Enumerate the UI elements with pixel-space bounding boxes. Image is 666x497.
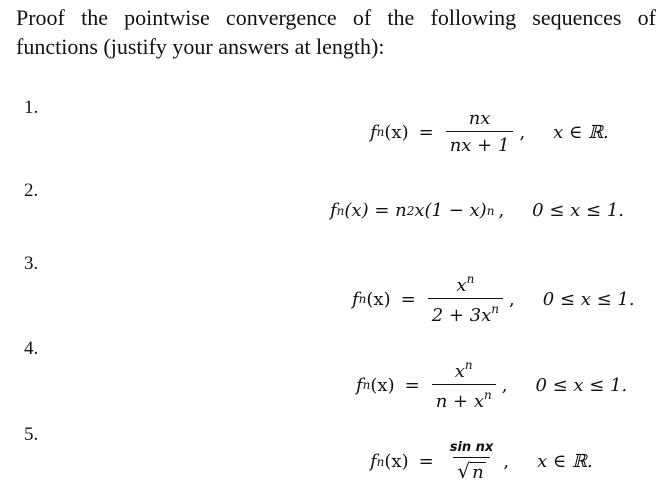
- problem-statement: Proof the pointwise convergence of the following sequences of functions (justify your answers at length):: [16, 5, 656, 59]
- formula-5: f n (x) = sin nx √ n , x ∈ ℝ.: [370, 440, 593, 483]
- formula-4: f n (x) = $\frac{x^n}{n + x^n}$ , 0 ≤ x ≤ 1.: [356, 358, 628, 412]
- fraction-4: $\frac{x^n}{n + x^n}$: [432, 358, 496, 412]
- formula-2: f n (x) = n 2 x(1 − x) n , 0 ≤ x ≤ 1.: [330, 200, 624, 221]
- formula-1: f n (x) = $\frac{nx}{nx + 1}$ , x ∈ ℝ.: [370, 108, 609, 156]
- fraction-3: $\frac{x^n}{2 + 3x^n}$: [428, 272, 503, 326]
- fraction-5: sin nx √ n: [449, 440, 494, 483]
- item-number-5: 5.: [24, 424, 39, 445]
- item-number-3: 3.: [24, 253, 39, 274]
- item-number-4: 4.: [24, 338, 39, 359]
- item-number-2: 2.: [24, 180, 39, 201]
- formula-3: f n (x) = $\frac{x^n}{2 + 3x^n}$ , 0 ≤ x ≤ 1.: [352, 272, 635, 326]
- fraction-1: $\frac{nx}{nx + 1}$: [446, 108, 514, 156]
- item-number-1: 1.: [24, 97, 39, 118]
- square-root-icon: √ n: [457, 459, 484, 483]
